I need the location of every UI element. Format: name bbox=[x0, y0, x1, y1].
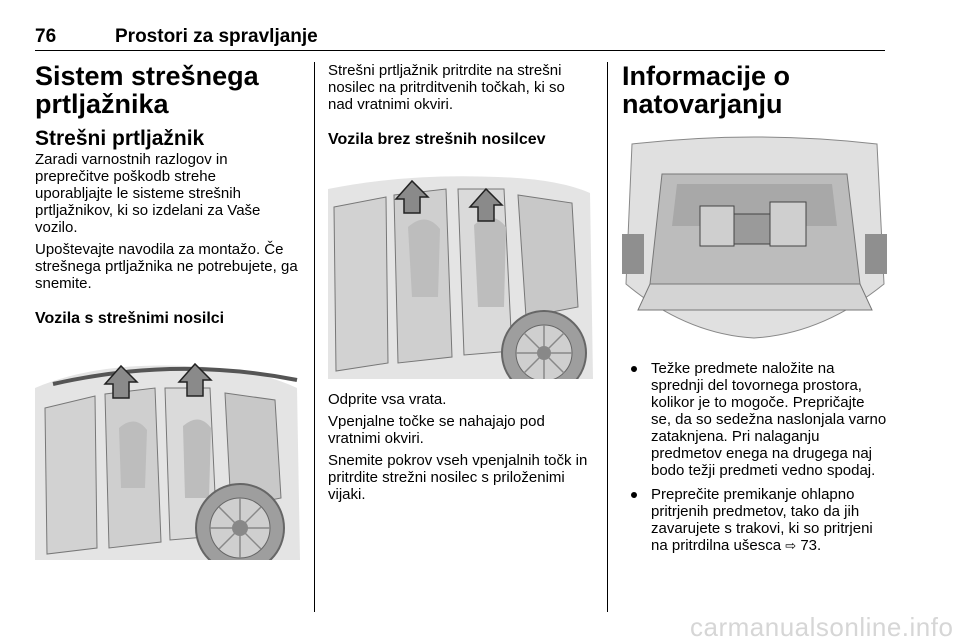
column-left bbox=[35, 62, 300, 560]
subsection-heading-roof-rails: Vozila s strešnimi nosilci bbox=[35, 310, 225, 327]
open-doors-paragraph: Odprite vsa vrata. bbox=[328, 391, 447, 408]
loading-tips-list bbox=[622, 360, 887, 555]
section-title: Prostori za spravljanje bbox=[115, 26, 318, 47]
safety-paragraph: Zaradi varnostnih razlogov in preprečitve poškodb strehe uporabljajte le sisteme strešnih prtljažnikov, ki so izdelani za Vaše vozilo. bbox=[35, 151, 261, 236]
section-heading: Sistem strešnega prtljažnika bbox=[35, 61, 259, 119]
loading-info-heading: Informacije o natovarjanju bbox=[622, 61, 791, 119]
list-item-text: Preprečite premikanje ohlapno pritrjenih predmetov, tako da jih zavarujete s trakovi, ki so pritrjeni na pritrdilna ušesca bbox=[651, 486, 873, 554]
bullet-icon bbox=[631, 492, 637, 498]
list-item bbox=[622, 486, 887, 555]
car-with-roof-rails-illustration bbox=[35, 348, 300, 560]
column-divider bbox=[314, 62, 315, 612]
column-divider bbox=[607, 62, 608, 612]
cargo-area-illustration bbox=[622, 134, 887, 346]
subsection-heading-no-rails: Vozila brez strešnih nosilcev bbox=[328, 131, 546, 148]
remove-covers-paragraph: Snemite pokrov vseh vpenjalnih točk in pritrdite strežni nosilec s priloženimi vijaki. bbox=[328, 452, 588, 503]
column-middle bbox=[328, 62, 593, 503]
arrow-reference-icon[interactable]: ⇨ bbox=[785, 539, 797, 554]
list-item bbox=[622, 360, 887, 479]
watermark: carmanualsonline.info bbox=[690, 612, 954, 642]
bullet-icon bbox=[631, 366, 637, 372]
car-without-roof-rails-illustration bbox=[328, 167, 593, 379]
instruction-paragraph: Upoštevajte navodila za montažo. Če strešnega prtljažnika ne potrebujete, ga snemite. bbox=[35, 241, 298, 292]
page-number: 76 bbox=[35, 26, 57, 47]
page-reference-link[interactable]: 73. bbox=[800, 537, 822, 554]
mounting-points-paragraph: Vpenjalne točke se nahajajo pod vratnimi okviri. bbox=[328, 413, 545, 447]
column-right bbox=[622, 62, 887, 555]
page-header bbox=[35, 22, 885, 51]
subsection-heading: Strešni prtljažnik bbox=[35, 127, 205, 150]
list-item-text: Težke predmete naložite na sprednji del tovornega prostora, kolikor je to mogoče. Prepričajte se, da so sedežna naslonjala varno zataknjena. Pri nalaganju predmetov enega na drugega naj bodo težji predmeti vedno spodaj. bbox=[651, 360, 887, 479]
mounting-paragraph: Strešni prtljažnik pritrdite na strešni nosilec na pritrditvenih točkah, ki so nad vratnimi okviri. bbox=[328, 62, 565, 113]
